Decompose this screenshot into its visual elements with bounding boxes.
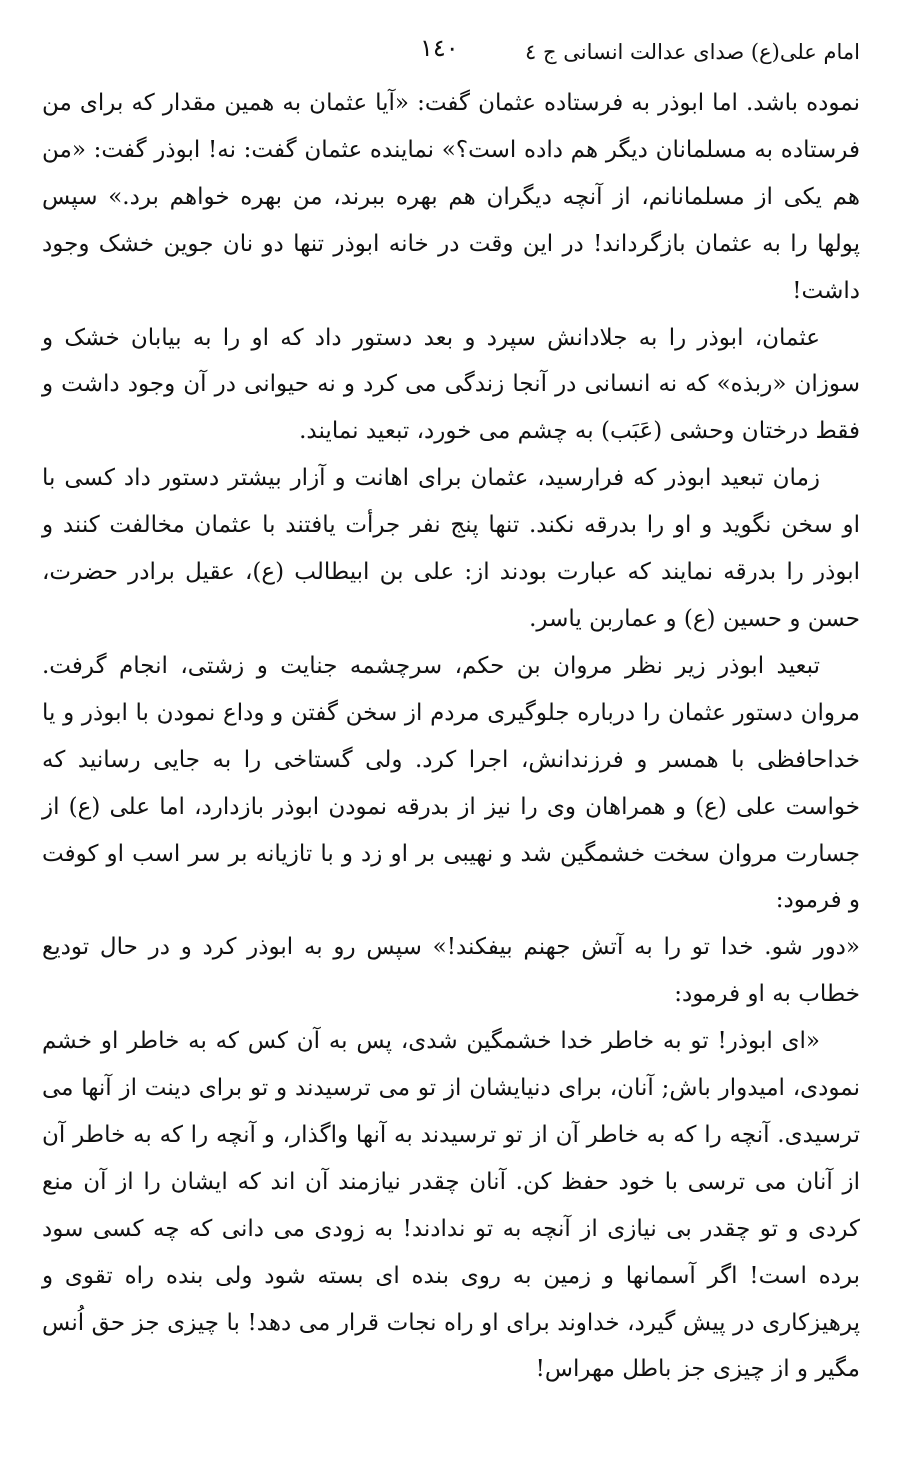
document-page [42, 30, 860, 1393]
paragraph: «دور شو. خدا تو را به آتش جهنم بیفکند!» سپس رو به ابوذر کرد و در حال توديع خطاب به او فرمود: [42, 934, 860, 1008]
book-title: امام علی(ع) صدای عدالت انسانی ج ٤ [525, 40, 860, 64]
paragraph: «ای ابوذر! تو به خاطر خدا خشمگین شدی، پس به آن کس که به خاطر او خشم نمودی، امیدوار باش; آنان، برای دنیایشان از تو می ترسیدند و تو برای دینت از آنها می ترسیدی. آنچه را که به خاطر آن از تو ترسیدند به آنها واگذار، و آنچه را که به خاطر آن از آنان می ترسی با خود حفظ کن. آنان چقدر نیازمند آن اند که ایشان را از آن منع کردی و تو چقدر بی نیازی از آنچه به تو ندادند! به زودی می دانی که چه کسی سود برده است! اگر آسمانها و زمین به روی بنده ای بسته شود ولی بنده راه تقوی و پرهیزکاری در پیش گیرد، خداوند برای او راه نجات قرار می دهد! با چیزی جز حق اُنس مگیر و از چیزی جز باطل مهراس! [42, 1028, 860, 1383]
paragraph: زمان تبعید ابوذر که فرارسید، عثمان برای اهانت و آزار بیشتر دستور داد کسی با او سخن نگوید و او را بدرقه نکند. تنها پنج نفر جرأت یافتند با عثمان مخالفت کنند و ابوذر را بدرقه نمایند که عبارت بودند از: علی بن ابیطالب (ع)، عقیل برادر حضرت، حسن و حسین (ع) و عماربن یاسر. [42, 465, 860, 632]
paragraph: نموده باشد. اما ابوذر به فرستاده عثمان گفت: «آیا عثمان به همین مقدار که برای من فرستاده به مسلمانان دیگر هم داده است؟» نماینده عثمان گفت: نه! ابوذر گفت: «من هم یکی از مسلمانانم، از آنچه دیگران هم بهره ببرند، من بهره خواهم برد.» سپس پولها را به عثمان بازگرداند! در این وقت در خانه ابوذر تنها دو نان جوین خشک وجود داشت! [42, 90, 860, 304]
page-number: ١٤٠ [420, 34, 459, 62]
paragraph: عثمان، ابوذر را به جلادانش سپرد و بعد دستور داد که او را به بیابان خشک و سوزان «ربذه» که نه انسانی در آنجا زندگی می کرد و نه حیوانی در آن وجود داشت و فقط درختان وحشی (عَبَب) به چشم می خورد، تبعید نمایند. [42, 324, 860, 445]
body-text [42, 80, 860, 1393]
page-header [42, 30, 860, 66]
paragraph: تبعید ابوذر زیر نظر مروان بن حکم، سرچشمه جنایت و زشتی، انجام گرفت. مروان دستور عثمان را درباره جلوگیری مردم از سخن گفتن و وداع نمودن با ابوذر و یا خداحافظی با همسر و فرزندانش، اجرا کرد. ولی گستاخی را به جایی رسانید که خواست علی (ع) و همراهان وی را نیز از بدرقه نمودن ابوذر بازدارد، اما علی (ع) از جسارت مروان سخت خشمگین شد و نهیبی بر او زد و با تازیانه بر سر اسب او کوفت و فرمود: [42, 652, 860, 914]
